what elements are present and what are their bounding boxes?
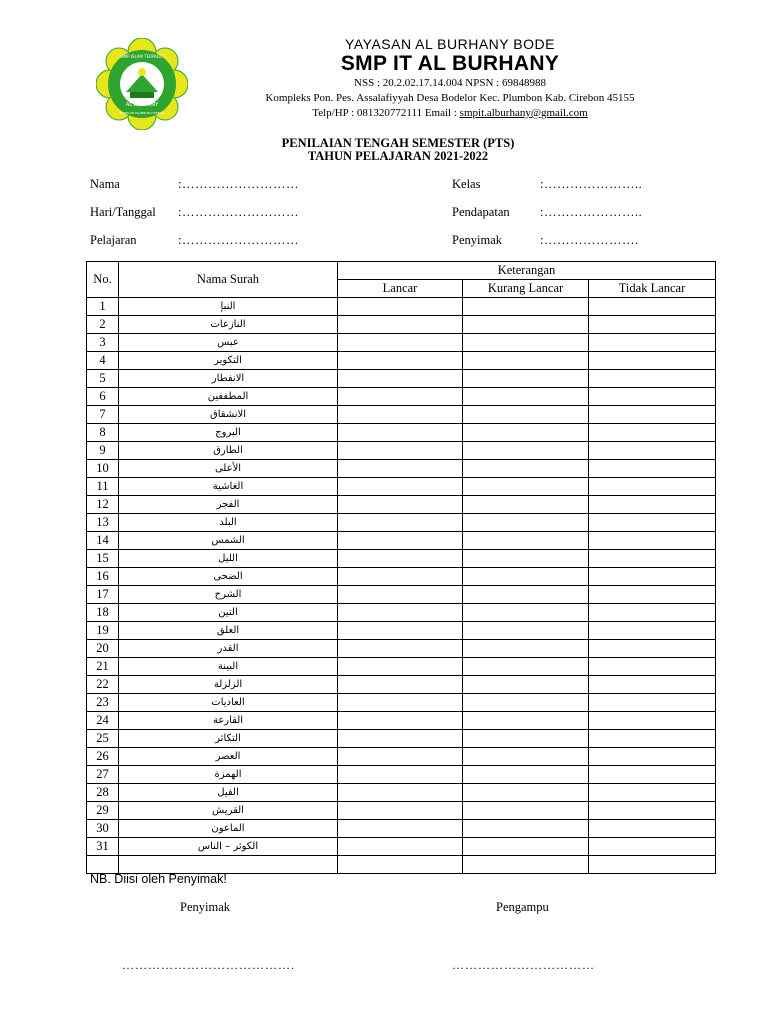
cell-tidak-lancar[interactable] (589, 478, 716, 496)
row-number: 8 (87, 424, 119, 442)
logo-text-top: SMP ISLAM TERPADU (121, 54, 163, 59)
cell-lancar[interactable] (338, 784, 463, 802)
row-number: 9 (87, 442, 119, 460)
cell-lancar[interactable] (338, 622, 463, 640)
cell-tidak-lancar[interactable] (589, 568, 716, 586)
row-number: 17 (87, 586, 119, 604)
table-row (87, 856, 716, 874)
cell-lancar[interactable] (338, 478, 463, 496)
table-row (87, 766, 716, 784)
label-pengampu-signature: Pengampu (496, 900, 549, 914)
table-row (87, 298, 716, 316)
surah-name: القدر (119, 640, 338, 658)
cell-lancar[interactable] (338, 712, 463, 730)
row-number: 23 (87, 694, 119, 712)
table-row (87, 568, 716, 586)
table-row (87, 514, 716, 532)
cell-tidak-lancar[interactable] (589, 622, 716, 640)
table-row (87, 622, 716, 640)
cell-tidak-lancar[interactable] (589, 334, 716, 352)
cell-lancar[interactable] (338, 640, 463, 658)
cell-kurang-lancar[interactable] (463, 406, 589, 424)
cell-kurang-lancar[interactable] (463, 478, 589, 496)
surah-name: الشمس (119, 532, 338, 550)
school-name: SMP IT AL BURHANY (340, 52, 560, 75)
field-pendapatan[interactable]: :………………….. (540, 205, 643, 219)
surah-name: العصر (119, 748, 338, 766)
field-nama[interactable]: :……………………… (178, 177, 299, 191)
cell-kurang-lancar[interactable] (463, 442, 589, 460)
cell-kurang-lancar[interactable] (463, 370, 589, 388)
cell-tidak-lancar[interactable] (589, 676, 716, 694)
cell-kurang-lancar[interactable] (463, 748, 589, 766)
cell-lancar[interactable] (338, 460, 463, 478)
header-tidak-lancar: Tidak Lancar (589, 280, 716, 298)
table-row (87, 406, 716, 424)
cell-kurang-lancar[interactable] (463, 532, 589, 550)
school-logo (96, 38, 188, 130)
surah-name: الطارق (119, 442, 338, 460)
row-number (87, 856, 119, 874)
surah-name: البروج (119, 424, 338, 442)
cell-kurang-lancar[interactable] (463, 316, 589, 334)
surah-name: الأعلى (119, 460, 338, 478)
surah-name: القريش (119, 802, 338, 820)
cell-kurang-lancar[interactable] (463, 388, 589, 406)
cell-tidak-lancar[interactable] (589, 388, 716, 406)
cell-tidak-lancar[interactable] (589, 298, 716, 316)
cell-kurang-lancar[interactable] (463, 496, 589, 514)
cell-tidak-lancar[interactable] (589, 424, 716, 442)
surah-name: الزلزلة (119, 676, 338, 694)
surah-name: النازعات (119, 316, 338, 334)
cell-lancar[interactable] (338, 334, 463, 352)
doc-title: PENILAIAN TENGAH SEMESTER (PTS) (281, 136, 515, 150)
logo-text-mid: AL BURHANY (125, 102, 159, 108)
row-number: 20 (87, 640, 119, 658)
field-penyimak[interactable]: :…………………. (540, 233, 639, 247)
cell-tidak-lancar[interactable] (589, 316, 716, 334)
cell-lancar[interactable] (338, 748, 463, 766)
row-number: 16 (87, 568, 119, 586)
label-penyimak-signature: Penyimak (180, 900, 230, 914)
table-row (87, 748, 716, 766)
cell-kurang-lancar[interactable] (463, 514, 589, 532)
table-row (87, 658, 716, 676)
table-row (87, 802, 716, 820)
cell-lancar[interactable] (338, 676, 463, 694)
cell-kurang-lancar[interactable] (463, 694, 589, 712)
surah-name: الانشقاق (119, 406, 338, 424)
table-row (87, 838, 716, 856)
surah-name: النبإ (119, 298, 338, 316)
cell-lancar[interactable] (338, 406, 463, 424)
field-pelajaran[interactable]: :……………………… (178, 233, 299, 247)
surah-name: عبس (119, 334, 338, 352)
cell-tidak-lancar[interactable] (589, 712, 716, 730)
table-row (87, 352, 716, 370)
cell-lancar[interactable] (338, 730, 463, 748)
table-row (87, 316, 716, 334)
surah-name: الليل (119, 550, 338, 568)
label-kelas: Kelas (452, 177, 481, 191)
cell-kurang-lancar[interactable] (463, 568, 589, 586)
surah-name (119, 856, 338, 874)
cell-tidak-lancar[interactable] (589, 820, 716, 838)
row-number: 29 (87, 802, 119, 820)
cell-kurang-lancar[interactable] (463, 658, 589, 676)
yayasan-name: YAYASAN AL BURHANY BODE (345, 36, 555, 52)
table-row (87, 424, 716, 442)
field-hari-tanggal[interactable]: :……………………… (178, 205, 299, 219)
label-pelajaran: Pelajaran (90, 233, 137, 247)
cell-lancar[interactable] (338, 658, 463, 676)
cell-tidak-lancar[interactable] (589, 856, 716, 874)
cell-lancar[interactable] (338, 856, 463, 874)
row-number: 6 (87, 388, 119, 406)
note: NB. Diisi oleh Penyimak! (90, 872, 227, 886)
cell-kurang-lancar[interactable] (463, 802, 589, 820)
row-number: 10 (87, 460, 119, 478)
cell-lancar[interactable] (338, 514, 463, 532)
cell-lancar[interactable] (338, 694, 463, 712)
cell-kurang-lancar[interactable] (463, 640, 589, 658)
cell-kurang-lancar[interactable] (463, 856, 589, 874)
cell-kurang-lancar[interactable] (463, 460, 589, 478)
table-row (87, 442, 716, 460)
surah-name: الكوثر – الناس (119, 838, 338, 856)
row-number: 28 (87, 784, 119, 802)
row-number: 13 (87, 514, 119, 532)
cell-tidak-lancar[interactable] (589, 550, 716, 568)
table-body (87, 298, 716, 874)
cell-kurang-lancar[interactable] (463, 604, 589, 622)
surah-name: الفجر (119, 496, 338, 514)
table-row (87, 334, 716, 352)
row-number: 30 (87, 820, 119, 838)
cell-lancar[interactable] (338, 550, 463, 568)
cell-tidak-lancar[interactable] (589, 442, 716, 460)
cell-tidak-lancar[interactable] (589, 640, 716, 658)
table-row (87, 496, 716, 514)
cell-kurang-lancar[interactable] (463, 334, 589, 352)
cell-kurang-lancar[interactable] (463, 712, 589, 730)
cell-kurang-lancar[interactable] (463, 730, 589, 748)
header-nama-surah: Nama Surah (119, 262, 338, 298)
cell-tidak-lancar[interactable] (589, 586, 716, 604)
cell-lancar[interactable] (338, 586, 463, 604)
table-row (87, 604, 716, 622)
cell-tidak-lancar[interactable] (589, 694, 716, 712)
surah-name: التكوير (119, 352, 338, 370)
surah-name: العلق (119, 622, 338, 640)
surah-name: التكاثر (119, 730, 338, 748)
cell-lancar[interactable] (338, 604, 463, 622)
label-pendapatan: Pendapatan (452, 205, 510, 219)
surah-name: القارعة (119, 712, 338, 730)
table-row (87, 784, 716, 802)
cell-tidak-lancar[interactable] (589, 802, 716, 820)
logo-text-bottom: BODELOR PLUMBON CIREBON (119, 111, 165, 115)
table-row (87, 532, 716, 550)
school-address: Kompleks Pon. Pes. Assalafiyyah Desa Bodelor Kec. Plumbon Kab. Cirebon 45155 (265, 92, 635, 104)
table-row (87, 370, 716, 388)
cell-tidak-lancar[interactable] (589, 748, 716, 766)
surah-name: الشرح (119, 586, 338, 604)
doc-subtitle: TAHUN PELAJARAN 2021-2022 (307, 149, 489, 163)
surah-name: المطففين (119, 388, 338, 406)
row-number: 2 (87, 316, 119, 334)
row-number: 7 (87, 406, 119, 424)
row-number: 14 (87, 532, 119, 550)
header-lancar: Lancar (338, 280, 463, 298)
cell-kurang-lancar[interactable] (463, 838, 589, 856)
surah-name: العاديات (119, 694, 338, 712)
cell-tidak-lancar[interactable] (589, 352, 716, 370)
row-number: 15 (87, 550, 119, 568)
cell-lancar[interactable] (338, 316, 463, 334)
row-number: 21 (87, 658, 119, 676)
nss-npsn: NSS : 20.2.02.17.14.004 NPSN : 69848988 (354, 77, 546, 89)
cell-lancar[interactable] (338, 298, 463, 316)
cell-lancar[interactable] (338, 820, 463, 838)
cell-lancar[interactable] (338, 370, 463, 388)
cell-kurang-lancar[interactable] (463, 586, 589, 604)
cell-kurang-lancar[interactable] (463, 622, 589, 640)
row-number: 5 (87, 370, 119, 388)
cell-tidak-lancar[interactable] (589, 496, 716, 514)
cell-lancar[interactable] (338, 766, 463, 784)
telephone: Telp/HP : 081320772111 Email : (312, 107, 460, 119)
row-number: 11 (87, 478, 119, 496)
cell-tidak-lancar[interactable] (589, 730, 716, 748)
cell-kurang-lancar[interactable] (463, 784, 589, 802)
cell-lancar[interactable] (338, 568, 463, 586)
cell-tidak-lancar[interactable] (589, 604, 716, 622)
surah-name: الانفطار (119, 370, 338, 388)
cell-lancar[interactable] (338, 352, 463, 370)
cell-kurang-lancar[interactable] (463, 766, 589, 784)
row-number: 24 (87, 712, 119, 730)
surah-table (86, 261, 716, 874)
table-row (87, 478, 716, 496)
cell-lancar[interactable] (338, 388, 463, 406)
cell-lancar[interactable] (338, 496, 463, 514)
row-number: 31 (87, 838, 119, 856)
header-kurang-lancar: Kurang Lancar (463, 280, 589, 298)
table-row (87, 460, 716, 478)
cell-kurang-lancar[interactable] (463, 298, 589, 316)
row-number: 3 (87, 334, 119, 352)
row-number: 22 (87, 676, 119, 694)
surah-name: الفيل (119, 784, 338, 802)
table-row (87, 712, 716, 730)
cell-kurang-lancar[interactable] (463, 352, 589, 370)
surah-name: التين (119, 604, 338, 622)
table-row (87, 820, 716, 838)
row-number: 12 (87, 496, 119, 514)
cell-kurang-lancar[interactable] (463, 676, 589, 694)
surah-name: البلد (119, 514, 338, 532)
cell-tidak-lancar[interactable] (589, 658, 716, 676)
signature-line-penyimak[interactable]: …………………………………. (122, 958, 295, 972)
header-no: No. (87, 262, 119, 298)
email-link[interactable]: smpit.alburhany@gmail.com (459, 107, 588, 119)
cell-tidak-lancar[interactable] (589, 784, 716, 802)
label-hari-tanggal: Hari/Tanggal (90, 205, 156, 219)
label-nama: Nama (90, 177, 120, 191)
cell-lancar[interactable] (338, 442, 463, 460)
header-keterangan: Keterangan (338, 262, 716, 280)
cell-tidak-lancar[interactable] (589, 370, 716, 388)
row-number: 18 (87, 604, 119, 622)
cell-tidak-lancar[interactable] (589, 406, 716, 424)
cell-tidak-lancar[interactable] (589, 532, 716, 550)
cell-kurang-lancar[interactable] (463, 424, 589, 442)
table-row (87, 586, 716, 604)
cell-tidak-lancar[interactable] (589, 766, 716, 784)
row-number: 1 (87, 298, 119, 316)
row-number: 25 (87, 730, 119, 748)
surah-name: الغاشية (119, 478, 338, 496)
signature-line-pengampu[interactable]: …………………………… (452, 958, 595, 972)
table-row (87, 730, 716, 748)
cell-lancar[interactable] (338, 532, 463, 550)
table-row (87, 676, 716, 694)
row-number: 19 (87, 622, 119, 640)
cell-kurang-lancar[interactable] (463, 820, 589, 838)
cell-kurang-lancar[interactable] (463, 550, 589, 568)
cell-tidak-lancar[interactable] (589, 514, 716, 532)
cell-lancar[interactable] (338, 424, 463, 442)
cell-tidak-lancar[interactable] (589, 838, 716, 856)
surah-name: الضحى (119, 568, 338, 586)
table-row (87, 640, 716, 658)
school-contact (200, 107, 700, 119)
cell-tidak-lancar[interactable] (589, 460, 716, 478)
table-row (87, 694, 716, 712)
cell-lancar[interactable] (338, 802, 463, 820)
surah-name: الماعون (119, 820, 338, 838)
row-number: 4 (87, 352, 119, 370)
row-number: 27 (87, 766, 119, 784)
surah-name: الهمزة (119, 766, 338, 784)
cell-lancar[interactable] (338, 838, 463, 856)
table-row (87, 550, 716, 568)
surah-name: البينة (119, 658, 338, 676)
field-kelas[interactable]: :………………….. (540, 177, 643, 191)
table-row (87, 388, 716, 406)
label-penyimak: Penyimak (452, 233, 502, 247)
row-number: 26 (87, 748, 119, 766)
